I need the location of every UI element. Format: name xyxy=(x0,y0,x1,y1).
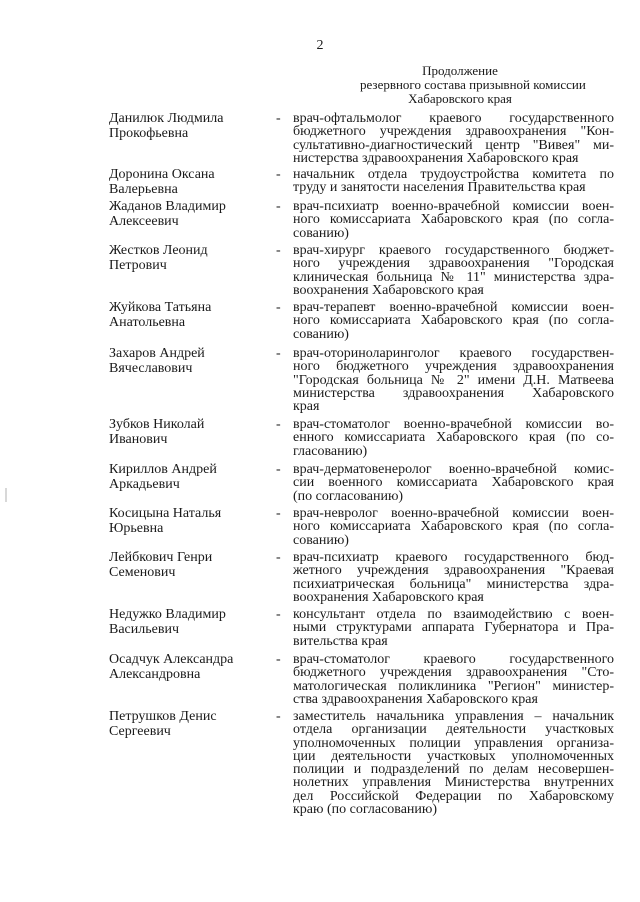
member-dash: - xyxy=(276,550,281,565)
member-position xyxy=(293,608,614,648)
member-position-line: нистерства здравоохранения Хабаровского края xyxy=(293,150,579,166)
member-name xyxy=(109,301,279,330)
member-position-line: министерства здравоохранения Хабаровского xyxy=(293,385,614,401)
member-position xyxy=(293,200,614,240)
scan-artifact xyxy=(5,488,7,502)
member-surname-name: Доронина Оксана xyxy=(109,167,215,182)
page-number: 2 xyxy=(316,38,324,53)
member-position-line: врач-офтальмолог краевого государственного xyxy=(293,111,614,126)
member-dash: - xyxy=(276,346,281,361)
member-position xyxy=(293,418,614,458)
member-position-line: сии военного комиссариата Хабаровского края xyxy=(293,475,614,491)
member-position-line: врач-терапевт военно-врачебной комиссии воен- xyxy=(293,300,614,315)
member-position-line: енного комиссариата Хабаровского края (по со- xyxy=(293,430,614,446)
member-position xyxy=(293,507,614,547)
member-name xyxy=(109,653,279,682)
member-position-line: ства здравоохранения Хабаровского края xyxy=(293,691,538,707)
member-position xyxy=(293,463,614,503)
member-position-line: полиции и подразделений по делам несовершен- xyxy=(293,762,614,778)
member-dash: - xyxy=(276,111,281,126)
member-position-line: ции деятельности участковых уполномоченных xyxy=(293,748,614,764)
member-position-line: "Городская больница № 2" имени Д.Н. Матвеева xyxy=(293,372,614,388)
member-name xyxy=(109,551,279,580)
member-position-line: ными структурами аппарата Губернатора и Пра- xyxy=(293,620,614,636)
member-position-line: отдела организации деятельности участковых xyxy=(293,722,614,738)
member-patronymic: Валерьевна xyxy=(109,181,178,197)
member-position-line: ного бюджетного учреждения здравоохранения xyxy=(293,359,614,375)
member-position-line: сультативно-диагностический центр "Вивея" ми- xyxy=(293,137,614,153)
member-position-line: ного комиссариата Хабаровского края (по согла- xyxy=(293,519,614,535)
member-patronymic: Семенович xyxy=(109,564,176,580)
member-name xyxy=(109,507,279,536)
member-position xyxy=(293,347,614,413)
member-position xyxy=(293,710,614,816)
member-position-line: нолетних управления Министерства внутренних xyxy=(293,775,614,791)
member-position-line: врач-оториноларинголог краевого государствен- xyxy=(293,346,614,361)
member-position xyxy=(293,112,614,165)
member-dash: - xyxy=(276,462,281,477)
member-position-line: врач-невролог военно-врачебной комиссии воен- xyxy=(293,506,614,521)
member-position-line: клиническая больница № 11" министерства здра- xyxy=(293,269,614,285)
member-surname-name: Кириллов Андрей xyxy=(109,462,217,477)
continuation-line-3: Хабаровского края xyxy=(408,91,512,106)
member-surname-name: Жуйкова Татьяна xyxy=(109,300,212,315)
member-position xyxy=(293,168,614,195)
member-position-line: ного комиссариата Хабаровского края (по согла- xyxy=(293,313,614,329)
member-dash: - xyxy=(276,709,281,724)
member-dash: - xyxy=(276,417,281,432)
member-position-line: консультант отдела по взаимодействию с воен- xyxy=(293,607,614,622)
member-dash: - xyxy=(276,506,281,521)
member-position-line: психиатрическая больница" министерства здра- xyxy=(293,576,614,592)
member-position-line: ного комиссариата Хабаровского края (по согла- xyxy=(293,212,614,228)
member-patronymic: Сергеевич xyxy=(109,723,171,739)
member-position-line: врач-психиатр краевого государственного бюд- xyxy=(293,550,614,565)
member-position-line: гласованию) xyxy=(293,443,368,459)
member-position-line: (по согласованию) xyxy=(293,488,404,504)
member-patronymic: Прокофьевна xyxy=(109,125,189,141)
member-position-line: врач-стоматолог военно-врачебной комиссии во- xyxy=(293,417,614,432)
member-position-line: краю (по согласованию) xyxy=(293,802,438,818)
member-patronymic: Иванович xyxy=(109,431,168,447)
member-surname-name: Данилюк Людмила xyxy=(109,111,224,126)
member-position-line: врач-дерматовенеролог военно-врачебной комис- xyxy=(293,462,614,477)
member-position-line: врач-хирург краевого государственного бюджет- xyxy=(293,243,614,258)
member-patronymic: Александровна xyxy=(109,666,201,682)
member-name xyxy=(109,168,279,197)
member-name xyxy=(109,418,279,447)
continuation-line-2: резервного состава призывной комиссии xyxy=(360,77,586,92)
member-surname-name: Захаров Андрей xyxy=(109,346,205,361)
member-position-line: бюджетного учреждения здравоохранения "Кон- xyxy=(293,124,614,140)
member-position-line: бюджетного учреждения здравоохранения "Сто- xyxy=(293,665,614,681)
member-position-line: врач-стоматолог краевого государственного xyxy=(293,652,614,667)
member-patronymic: Юрьевна xyxy=(109,520,164,536)
member-dash: - xyxy=(276,199,281,214)
member-position-line: воохранения Хабаровского края xyxy=(293,282,484,298)
member-name xyxy=(109,200,279,229)
member-position-line: сованию) xyxy=(293,532,349,548)
member-position-line: вительства края xyxy=(293,633,388,649)
member-dash: - xyxy=(276,607,281,622)
member-surname-name: Осадчук Александра xyxy=(109,652,234,667)
member-name xyxy=(109,710,279,739)
member-surname-name: Жаданов Владимир xyxy=(109,199,226,214)
member-surname-name: Недужко Владимир xyxy=(109,607,226,622)
member-surname-name: Зубков Николай xyxy=(109,417,205,432)
member-position-line: дел Российской Федерации по Хабаровскому xyxy=(293,788,614,804)
member-name xyxy=(109,608,279,637)
continuation-heading xyxy=(360,63,586,106)
member-position xyxy=(293,301,614,341)
member-position-line: врач-психиатр военно-врачебной комиссии воен- xyxy=(293,199,614,214)
member-position-line: матологическая поликлиника "Регион" министер- xyxy=(293,678,614,694)
member-position-line: заместитель начальника управления – начальник xyxy=(293,709,614,724)
member-position-line: воохранения Хабаровского края xyxy=(293,589,484,605)
member-position-line: ного учреждения здравоохранения "Городская xyxy=(293,256,614,272)
member-position-line: начальник отдела трудоустройства комитета по xyxy=(293,167,614,182)
member-name xyxy=(109,463,279,492)
member-patronymic: Васильевич xyxy=(109,621,179,637)
member-position-line: края xyxy=(293,399,320,415)
member-surname-name: Петрушков Денис xyxy=(109,709,217,724)
member-position-line: труду и занятости населения Правительства края xyxy=(293,180,586,196)
member-position-line: сованию) xyxy=(293,326,349,342)
member-name xyxy=(109,244,279,273)
member-position-line: уполномоченных полиции управления организа- xyxy=(293,735,614,751)
member-patronymic: Аркадьевич xyxy=(109,476,180,492)
member-dash: - xyxy=(276,167,281,182)
member-position xyxy=(293,653,614,706)
member-position xyxy=(293,551,614,604)
member-dash: - xyxy=(276,652,281,667)
member-dash: - xyxy=(276,243,281,258)
member-position xyxy=(293,244,614,297)
member-dash: - xyxy=(276,300,281,315)
member-patronymic: Анатольевна xyxy=(109,314,186,330)
continuation-title: Продолжение xyxy=(422,63,498,78)
member-name xyxy=(109,112,279,141)
member-position-line: жетного учреждения здравоохранения "Краевая xyxy=(293,563,614,579)
member-surname-name: Косицына Наталья xyxy=(109,506,222,521)
member-name xyxy=(109,347,279,376)
member-surname-name: Лейбкович Генри xyxy=(109,550,213,565)
member-position-line: сованию) xyxy=(293,225,349,241)
member-patronymic: Алексеевич xyxy=(109,213,179,229)
member-patronymic: Петрович xyxy=(109,257,167,273)
member-patronymic: Вячеславович xyxy=(109,360,193,376)
member-surname-name: Жестков Леонид xyxy=(109,243,208,258)
